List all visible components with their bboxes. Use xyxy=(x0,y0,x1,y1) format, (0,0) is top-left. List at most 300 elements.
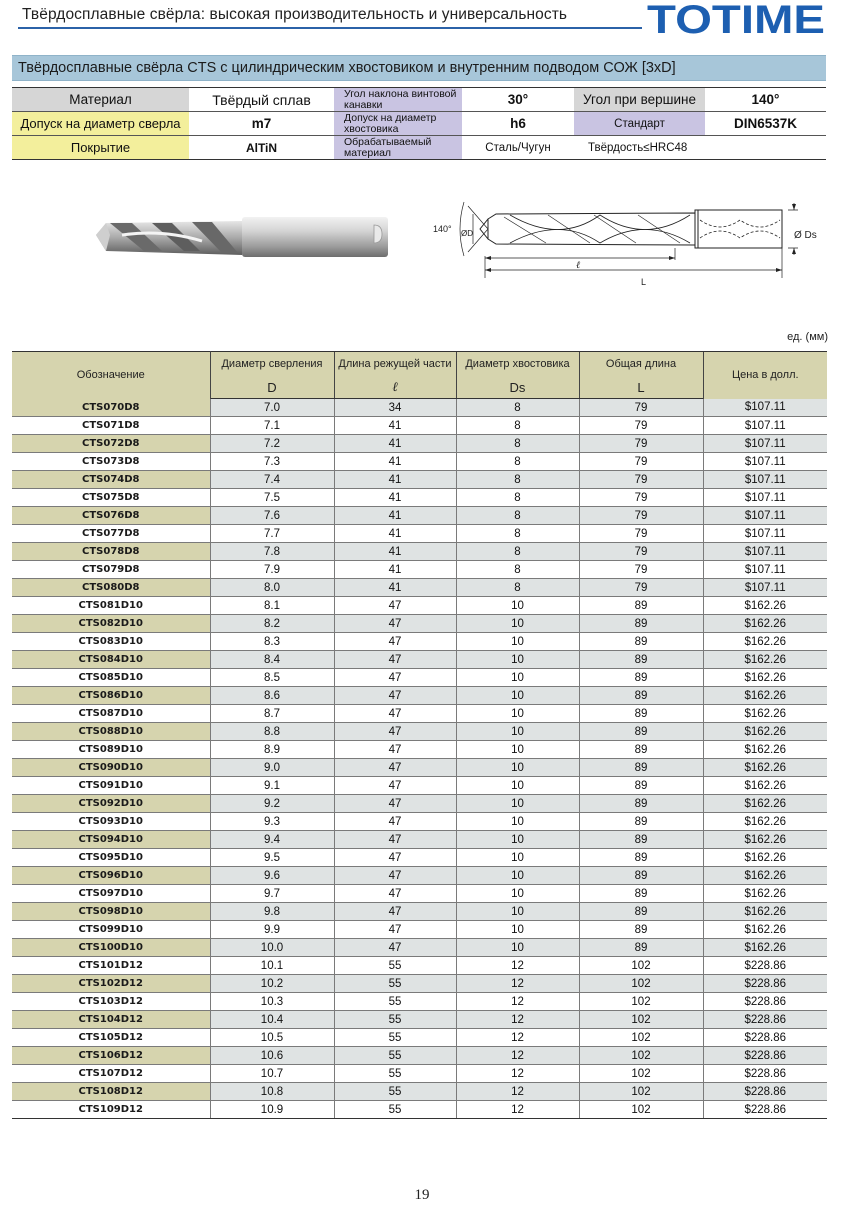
spec-label: Стандарт xyxy=(574,112,705,136)
shank-diameter-cell: 8 xyxy=(456,489,579,507)
flute-length-cell: 55 xyxy=(334,993,456,1011)
designation-cell: CTS081D10 xyxy=(12,597,210,615)
shank-diameter-cell: 10 xyxy=(456,633,579,651)
price-cell: $107.11 xyxy=(703,579,827,597)
price-cell: $162.26 xyxy=(703,669,827,687)
drill-diameter-cell: 8.6 xyxy=(210,687,334,705)
drill-diameter-cell: 9.3 xyxy=(210,813,334,831)
spec-label: Допуск на диаметр сверла xyxy=(12,112,189,136)
flute-length-cell: 47 xyxy=(334,615,456,633)
flute-length-cell: 47 xyxy=(334,651,456,669)
price-cell: $107.11 xyxy=(703,561,827,579)
price-cell: $228.86 xyxy=(703,1011,827,1029)
total-length-cell: 102 xyxy=(579,1029,703,1047)
drill-diameter-cell: 10.8 xyxy=(210,1083,334,1101)
table-row xyxy=(12,831,827,849)
spec-row xyxy=(12,112,826,136)
total-length-cell: 79 xyxy=(579,417,703,435)
table-row xyxy=(12,741,827,759)
flute-length-cell: 47 xyxy=(334,921,456,939)
price-cell: $228.86 xyxy=(703,1065,827,1083)
product-table xyxy=(12,351,827,1119)
table-header-row xyxy=(12,352,827,377)
designation-cell: CTS074D8 xyxy=(12,471,210,489)
shank-diameter-cell: 10 xyxy=(456,651,579,669)
shank-diameter-cell: 10 xyxy=(456,705,579,723)
designation-cell: CTS076D8 xyxy=(12,507,210,525)
symbol-d: D xyxy=(210,377,334,399)
table-row xyxy=(12,399,827,417)
table-row xyxy=(12,435,827,453)
table-row xyxy=(12,903,827,921)
price-cell: $162.26 xyxy=(703,867,827,885)
spec-label: Обрабатываемый материал xyxy=(334,136,462,160)
drill-photo xyxy=(92,211,390,261)
shank-diameter-cell: 10 xyxy=(456,831,579,849)
drill-diameter-cell: 10.0 xyxy=(210,939,334,957)
price-cell: $162.26 xyxy=(703,687,827,705)
shank-diameter-cell: 10 xyxy=(456,687,579,705)
price-cell: $107.11 xyxy=(703,525,827,543)
price-cell: $162.26 xyxy=(703,831,827,849)
shank-diameter-cell: 8 xyxy=(456,435,579,453)
total-length-cell: 102 xyxy=(579,1101,703,1119)
shank-diameter-cell: 10 xyxy=(456,885,579,903)
table-row xyxy=(12,615,827,633)
shank-diameter-cell: 10 xyxy=(456,903,579,921)
drill-diameter-cell: 9.5 xyxy=(210,849,334,867)
total-length-cell: 102 xyxy=(579,975,703,993)
table-row xyxy=(12,723,827,741)
flute-length-cell: 47 xyxy=(334,831,456,849)
table-row xyxy=(12,939,827,957)
total-length-cell: 79 xyxy=(579,399,703,417)
price-cell: $228.86 xyxy=(703,957,827,975)
total-length-cell: 79 xyxy=(579,435,703,453)
drill-diameter-cell: 7.4 xyxy=(210,471,334,489)
total-length-cell: 89 xyxy=(579,813,703,831)
spec-value: DIN6537K xyxy=(705,112,826,136)
table-row xyxy=(12,957,827,975)
drill-diameter-cell: 9.4 xyxy=(210,831,334,849)
table-row xyxy=(12,705,827,723)
designation-cell: CTS103D12 xyxy=(12,993,210,1011)
drill-diameter-cell: 10.3 xyxy=(210,993,334,1011)
table-row xyxy=(12,885,827,903)
table-row xyxy=(12,417,827,435)
total-length-cell: 89 xyxy=(579,597,703,615)
symbol-ds: Ds xyxy=(456,377,579,399)
drill-diameter-cell: 10.2 xyxy=(210,975,334,993)
designation-cell: CTS094D10 xyxy=(12,831,210,849)
flute-length-cell: 47 xyxy=(334,813,456,831)
drill-diameter-cell: 8.7 xyxy=(210,705,334,723)
spec-label: Угол наклона винтовой канавки xyxy=(334,88,462,112)
drill-diameter-cell: 10.4 xyxy=(210,1011,334,1029)
total-length-cell: 89 xyxy=(579,669,703,687)
designation-cell: CTS096D10 xyxy=(12,867,210,885)
designation-cell: CTS091D10 xyxy=(12,777,210,795)
section-header xyxy=(12,55,826,81)
table-row xyxy=(12,813,827,831)
total-length-cell: 89 xyxy=(579,849,703,867)
shank-diameter-cell: 8 xyxy=(456,561,579,579)
price-cell: $162.26 xyxy=(703,723,827,741)
flute-length-cell: 41 xyxy=(334,507,456,525)
designation-cell: CTS084D10 xyxy=(12,651,210,669)
flute-length-cell: 47 xyxy=(334,849,456,867)
total-length-cell: 79 xyxy=(579,471,703,489)
table-row xyxy=(12,651,827,669)
header-total-length: Общая длина xyxy=(579,352,703,377)
designation-cell: CTS107D12 xyxy=(12,1065,210,1083)
flute-length-cell: 47 xyxy=(334,687,456,705)
drill-diameter-cell: 7.9 xyxy=(210,561,334,579)
total-length-cell: 89 xyxy=(579,687,703,705)
drill-diameter-cell: 9.6 xyxy=(210,867,334,885)
total-length-cell: 79 xyxy=(579,525,703,543)
spec-label: Покрытие xyxy=(12,136,189,160)
header-drill-diameter: Диаметр сверления xyxy=(210,352,334,377)
total-length-cell: 89 xyxy=(579,921,703,939)
designation-cell: CTS095D10 xyxy=(12,849,210,867)
price-cell: $162.26 xyxy=(703,813,827,831)
flute-length-cell: 55 xyxy=(334,1101,456,1119)
drill-diameter-cell: 10.9 xyxy=(210,1101,334,1119)
table-row xyxy=(12,1065,827,1083)
table-row xyxy=(12,669,827,687)
table-row xyxy=(12,795,827,813)
table-row xyxy=(12,1047,827,1065)
flute-length-cell: 55 xyxy=(334,1047,456,1065)
designation-cell: CTS078D8 xyxy=(12,543,210,561)
drill-diameter-cell: 10.1 xyxy=(210,957,334,975)
shank-diameter-cell: 12 xyxy=(456,1065,579,1083)
spec-value: m7 xyxy=(189,112,334,136)
price-cell: $162.26 xyxy=(703,795,827,813)
spec-value: h6 xyxy=(462,112,574,136)
total-length-cell: 89 xyxy=(579,723,703,741)
table-row xyxy=(12,633,827,651)
table-row xyxy=(12,1029,827,1047)
total-length-cell: 79 xyxy=(579,453,703,471)
designation-cell: CTS086D10 xyxy=(12,687,210,705)
designation-cell: CTS073D8 xyxy=(12,453,210,471)
designation-cell: CTS093D10 xyxy=(12,813,210,831)
flute-length-cell: 41 xyxy=(334,471,456,489)
price-cell: $162.26 xyxy=(703,741,827,759)
drill-diameter-cell: 9.0 xyxy=(210,759,334,777)
total-length-cell: 89 xyxy=(579,705,703,723)
drill-diameter-cell: 7.5 xyxy=(210,489,334,507)
flute-length-cell: 41 xyxy=(334,435,456,453)
shank-diameter-cell: 12 xyxy=(456,1083,579,1101)
price-cell: $162.26 xyxy=(703,615,827,633)
shank-diameter-cell: 8 xyxy=(456,453,579,471)
designation-cell: CTS102D12 xyxy=(12,975,210,993)
designation-cell: CTS104D12 xyxy=(12,1011,210,1029)
shank-diameter-cell: 12 xyxy=(456,993,579,1011)
designation-cell: CTS072D8 xyxy=(12,435,210,453)
total-length-cell: 79 xyxy=(579,579,703,597)
flute-length-cell: 47 xyxy=(334,867,456,885)
header-flute-length: Длина режущей части xyxy=(334,352,456,377)
spec-label: Материал xyxy=(12,88,189,112)
price-cell: $107.11 xyxy=(703,453,827,471)
price-cell: $107.11 xyxy=(703,417,827,435)
total-length-cell: 89 xyxy=(579,939,703,957)
shank-diameter-cell: 12 xyxy=(456,1029,579,1047)
spec-value: Твёрдость≤HRC48 xyxy=(574,136,826,160)
total-length-cell: 89 xyxy=(579,777,703,795)
flute-length-cell: 41 xyxy=(334,543,456,561)
shank-diameter-cell: 10 xyxy=(456,669,579,687)
flute-length-cell: 47 xyxy=(334,885,456,903)
price-cell: $107.11 xyxy=(703,489,827,507)
table-row xyxy=(12,579,827,597)
header-shank-diameter: Диаметр хвостовика xyxy=(456,352,579,377)
shank-diameter-cell: 10 xyxy=(456,615,579,633)
total-length-cell: 102 xyxy=(579,957,703,975)
table-body xyxy=(12,399,827,1119)
designation-cell: CTS080D8 xyxy=(12,579,210,597)
drill-diameter-cell: 8.2 xyxy=(210,615,334,633)
designation-cell: CTS070D8 xyxy=(12,399,210,417)
price-cell: $107.11 xyxy=(703,399,827,417)
designation-cell: CTS101D12 xyxy=(12,957,210,975)
drill-diameter-cell: 8.0 xyxy=(210,579,334,597)
shank-diameter-cell: 8 xyxy=(456,579,579,597)
header-designation: Обозначение xyxy=(12,352,210,399)
table-row xyxy=(12,993,827,1011)
shank-diameter-cell: 12 xyxy=(456,1047,579,1065)
drill-diameter-cell: 9.1 xyxy=(210,777,334,795)
shank-diameter-cell: 8 xyxy=(456,507,579,525)
shank-diameter-cell: 12 xyxy=(456,1011,579,1029)
designation-cell: CTS108D12 xyxy=(12,1083,210,1101)
drill-diameter-cell: 7.1 xyxy=(210,417,334,435)
shank-diameter-cell: 10 xyxy=(456,813,579,831)
flute-length-cell: 47 xyxy=(334,777,456,795)
price-cell: $162.26 xyxy=(703,597,827,615)
price-cell: $107.11 xyxy=(703,507,827,525)
designation-cell: CTS083D10 xyxy=(12,633,210,651)
drill-diameter-cell: 7.2 xyxy=(210,435,334,453)
flute-length-cell: 47 xyxy=(334,939,456,957)
brand-logo xyxy=(646,0,826,38)
section-title: Твёрдосплавные свёрла CTS с цилиндрическим хвостовиком и внутренним подводом СОЖ [3xD] xyxy=(18,60,676,76)
page-number: 19 xyxy=(414,1187,430,1203)
price-cell: $162.26 xyxy=(703,921,827,939)
flute-length-cell: 41 xyxy=(334,453,456,471)
shank-diameter-cell: 10 xyxy=(456,597,579,615)
price-cell: $107.11 xyxy=(703,543,827,561)
total-length-cell: 79 xyxy=(579,561,703,579)
price-cell: $162.26 xyxy=(703,651,827,669)
total-length-cell: 89 xyxy=(579,615,703,633)
title-rule xyxy=(18,27,642,29)
shank-diameter-cell: 10 xyxy=(456,867,579,885)
spec-label: Угол при вершине xyxy=(574,88,705,112)
shank-diameter-cell: 8 xyxy=(456,399,579,417)
designation-cell: CTS088D10 xyxy=(12,723,210,741)
flute-length-cell: 47 xyxy=(334,795,456,813)
shank-diameter-cell: 10 xyxy=(456,759,579,777)
shank-diameter-cell: 12 xyxy=(456,957,579,975)
designation-cell: CTS082D10 xyxy=(12,615,210,633)
total-length-cell: 102 xyxy=(579,993,703,1011)
shank-diameter-cell: 10 xyxy=(456,921,579,939)
drill-drawing xyxy=(430,186,830,292)
designation-cell: CTS077D8 xyxy=(12,525,210,543)
angle-label: 140° xyxy=(433,224,452,234)
price-cell: $228.86 xyxy=(703,1101,827,1119)
flute-length-cell: 55 xyxy=(334,1065,456,1083)
flute-length-label: ℓ xyxy=(576,260,581,271)
page-title: Твёрдосплавные свёрла: высокая производительность и универсальность xyxy=(22,6,568,23)
drill-diameter-cell: 9.2 xyxy=(210,795,334,813)
total-length-cell: 79 xyxy=(579,489,703,507)
flute-length-cell: 55 xyxy=(334,975,456,993)
table-row xyxy=(12,867,827,885)
drill-diameter-cell: 9.8 xyxy=(210,903,334,921)
price-cell: $228.86 xyxy=(703,1047,827,1065)
spec-value: AlTiN xyxy=(189,136,334,160)
designation-cell: CTS099D10 xyxy=(12,921,210,939)
flute-length-cell: 41 xyxy=(334,579,456,597)
spec-row xyxy=(12,136,826,160)
shank-diameter-cell: 10 xyxy=(456,939,579,957)
flute-length-cell: 41 xyxy=(334,417,456,435)
shank-diameter-cell: 8 xyxy=(456,525,579,543)
flute-length-cell: 47 xyxy=(334,723,456,741)
flute-length-cell: 47 xyxy=(334,759,456,777)
designation-cell: CTS100D10 xyxy=(12,939,210,957)
flute-length-cell: 47 xyxy=(334,903,456,921)
total-length-cell: 89 xyxy=(579,633,703,651)
price-cell: $228.86 xyxy=(703,1029,827,1047)
total-length-cell: 89 xyxy=(579,741,703,759)
total-length-cell: 102 xyxy=(579,1047,703,1065)
drill-diameter-cell: 9.9 xyxy=(210,921,334,939)
designation-cell: CTS087D10 xyxy=(12,705,210,723)
price-cell: $107.11 xyxy=(703,471,827,489)
shank-diameter-cell: 10 xyxy=(456,795,579,813)
flute-length-cell: 47 xyxy=(334,597,456,615)
designation-cell: CTS098D10 xyxy=(12,903,210,921)
table-row xyxy=(12,849,827,867)
diameter-label: ØD xyxy=(461,229,473,238)
table-row xyxy=(12,759,827,777)
flute-length-cell: 41 xyxy=(334,489,456,507)
price-cell: $162.26 xyxy=(703,849,827,867)
total-length-cell: 102 xyxy=(579,1065,703,1083)
spec-value: Сталь/Чугун xyxy=(462,136,574,160)
flute-length-cell: 47 xyxy=(334,741,456,759)
table-row xyxy=(12,777,827,795)
symbol-l: ℓ xyxy=(334,377,456,399)
spec-value: Твёрдый сплав xyxy=(189,88,334,112)
spec-row xyxy=(12,88,826,112)
table-row xyxy=(12,1101,827,1119)
drill-diameter-cell: 10.7 xyxy=(210,1065,334,1083)
price-cell: $107.11 xyxy=(703,435,827,453)
table-row xyxy=(12,471,827,489)
flute-length-cell: 55 xyxy=(334,957,456,975)
total-length-cell: 89 xyxy=(579,831,703,849)
total-length-cell: 89 xyxy=(579,885,703,903)
table-row xyxy=(12,921,827,939)
total-length-cell: 79 xyxy=(579,507,703,525)
drill-diameter-cell: 8.9 xyxy=(210,741,334,759)
shank-diameter-cell: 10 xyxy=(456,741,579,759)
flute-length-cell: 55 xyxy=(334,1011,456,1029)
flute-length-cell: 47 xyxy=(334,705,456,723)
price-cell: $162.26 xyxy=(703,903,827,921)
drill-diameter-cell: 10.5 xyxy=(210,1029,334,1047)
total-length-cell: 79 xyxy=(579,543,703,561)
table-row xyxy=(12,543,827,561)
drill-diameter-cell: 9.7 xyxy=(210,885,334,903)
total-length-cell: 89 xyxy=(579,759,703,777)
drill-diameter-cell: 7.0 xyxy=(210,399,334,417)
flute-length-cell: 41 xyxy=(334,525,456,543)
designation-cell: CTS075D8 xyxy=(12,489,210,507)
drill-diameter-cell: 10.6 xyxy=(210,1047,334,1065)
flute-length-cell: 47 xyxy=(334,633,456,651)
total-length-cell: 89 xyxy=(579,795,703,813)
shank-diameter-cell: 12 xyxy=(456,975,579,993)
designation-cell: CTS092D10 xyxy=(12,795,210,813)
drill-diameter-cell: 7.8 xyxy=(210,543,334,561)
drill-diameter-cell: 8.3 xyxy=(210,633,334,651)
designation-cell: CTS105D12 xyxy=(12,1029,210,1047)
price-cell: $162.26 xyxy=(703,777,827,795)
designation-cell: CTS090D10 xyxy=(12,759,210,777)
designation-cell: CTS109D12 xyxy=(12,1101,210,1119)
shank-diameter-cell: 10 xyxy=(456,777,579,795)
table-row xyxy=(12,975,827,993)
drill-diameter-cell: 8.8 xyxy=(210,723,334,741)
table-row xyxy=(12,561,827,579)
total-length-cell: 102 xyxy=(579,1083,703,1101)
table-row xyxy=(12,687,827,705)
price-cell: $228.86 xyxy=(703,975,827,993)
drill-diameter-cell: 8.4 xyxy=(210,651,334,669)
spec-label: Допуск на диаметр хвостовика xyxy=(334,112,462,136)
table-row xyxy=(12,507,827,525)
price-cell: $228.86 xyxy=(703,1083,827,1101)
flute-length-cell: 55 xyxy=(334,1083,456,1101)
flute-length-cell: 47 xyxy=(334,669,456,687)
total-length-cell: 89 xyxy=(579,651,703,669)
table-row xyxy=(12,1011,827,1029)
drill-diameter-cell: 7.7 xyxy=(210,525,334,543)
brand-logo-text: TOTIME xyxy=(647,0,825,38)
flute-length-cell: 34 xyxy=(334,399,456,417)
designation-cell: CTS097D10 xyxy=(12,885,210,903)
designation-cell: CTS089D10 xyxy=(12,741,210,759)
designation-cell: CTS106D12 xyxy=(12,1047,210,1065)
table-row xyxy=(12,453,827,471)
unit-note: ед. (мм) xyxy=(787,331,828,343)
header-price: Цена в долл. xyxy=(703,352,827,399)
drill-diameter-cell: 8.1 xyxy=(210,597,334,615)
spec-table xyxy=(12,87,826,160)
drill-diameter-cell: 7.6 xyxy=(210,507,334,525)
designation-cell: CTS079D8 xyxy=(12,561,210,579)
shank-diameter-cell: 8 xyxy=(456,471,579,489)
